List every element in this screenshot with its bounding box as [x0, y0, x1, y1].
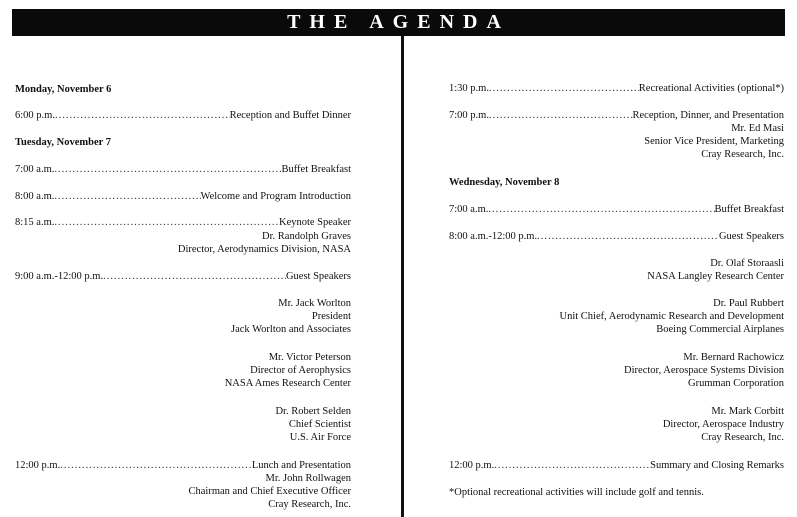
speaker-title: Unit Chief, Aerodynamic Research and Development: [559, 311, 784, 322]
speaker-title: Chairman and Chief Executive Officer: [188, 486, 351, 497]
event: Guest Speakers: [718, 231, 784, 242]
agenda-row: [449, 459, 784, 472]
speaker-name: Mr. Mark Corbitt: [711, 406, 784, 417]
page-fold-divider: [401, 36, 404, 517]
event: Buffet Breakfast: [714, 204, 784, 215]
speaker-title: Director, Aerodynamics Division, NASA: [177, 244, 351, 255]
day-heading-tuesday: Tuesday, November 7: [15, 137, 111, 148]
agenda-row: [15, 190, 351, 203]
agenda-row: [449, 109, 784, 122]
speaker-name: Dr. Randolph Graves: [262, 231, 351, 242]
time: 12:00 p.m.: [449, 460, 495, 471]
time: 8:00 a.m.-12:00 p.m.: [449, 231, 538, 242]
speaker-name: Mr. Ed Masi: [731, 123, 784, 134]
agenda-row: [449, 203, 784, 216]
event: Reception and Buffet Dinner: [229, 110, 351, 121]
time: 6:00 p.m.: [15, 110, 55, 121]
time: 7:00 p.m.: [449, 110, 489, 121]
time: 7:00 a.m.: [449, 204, 489, 215]
speaker-org: Grumman Corporation: [688, 378, 784, 389]
speaker-title: Director, Aerospace Industry: [662, 419, 784, 430]
time: 8:00 a.m.: [15, 191, 55, 202]
speaker-org: Cray Research, Inc.: [701, 149, 784, 160]
speaker-name: Dr. Paul Rubbert: [713, 298, 784, 309]
time: 9:00 a.m.-12:00 p.m.: [15, 271, 104, 282]
agenda-row: [15, 109, 351, 122]
speaker-name: Dr. Olaf Storaasli: [710, 258, 784, 269]
time: 12:00 p.m.: [15, 460, 61, 471]
speaker-title: Chief Scientist: [288, 419, 351, 430]
agenda-title: THE AGENDA: [12, 9, 785, 36]
day-heading-wednesday: Wednesday, November 8: [449, 177, 560, 188]
event: Recreational Activities (optional*): [638, 83, 784, 94]
event: Lunch and Presentation: [251, 460, 351, 471]
agenda-row: [15, 270, 351, 283]
speaker-title: Director, Aerospace Systems Division: [624, 365, 784, 376]
event: Summary and Closing Remarks: [650, 460, 784, 471]
speaker-name: Dr. Robert Selden: [275, 406, 351, 417]
day-heading-monday: Monday, November 6: [15, 84, 112, 95]
speaker-org: Boeing Commercial Airplanes: [656, 324, 784, 335]
speaker-name: Mr. Bernard Rachowicz: [683, 352, 784, 363]
speaker-org: NASA Ames Research Center: [224, 378, 351, 389]
event: Welcome and Program Introduction: [200, 191, 351, 202]
agenda-row: [449, 230, 784, 243]
agenda-row: [15, 216, 351, 229]
time: 8:15 a.m.: [15, 217, 55, 228]
event: Keynote Speaker: [278, 217, 351, 228]
agenda-row: [15, 459, 351, 472]
speaker-title: President: [311, 311, 351, 322]
agenda-row: [449, 82, 784, 95]
time: 1:30 p.m.: [449, 83, 489, 94]
speaker-org: Cray Research, Inc.: [268, 499, 351, 510]
speaker-title: Director of Aerophysics: [250, 365, 351, 376]
speaker-org: Cray Research, Inc.: [701, 432, 784, 443]
speaker-org: Jack Worlton and Associates: [231, 324, 351, 335]
event: Buffet Breakfast: [281, 164, 351, 175]
speaker-name: Mr. John Rollwagen: [265, 473, 351, 484]
speaker-name: Mr. Jack Worlton: [278, 298, 351, 309]
speaker-org: NASA Langley Research Center: [647, 271, 784, 282]
event: Guest Speakers: [285, 271, 351, 282]
footnote: *Optional recreational activities will include golf and tennis.: [449, 487, 704, 498]
agenda-row: [15, 163, 351, 176]
speaker-org: U.S. Air Force: [289, 432, 351, 443]
time: 7:00 a.m.: [15, 164, 55, 175]
speaker-name: Mr. Victor Peterson: [268, 352, 351, 363]
speaker-title: Senior Vice President, Marketing: [644, 136, 784, 147]
event: Reception, Dinner, and Presentation: [632, 110, 784, 121]
